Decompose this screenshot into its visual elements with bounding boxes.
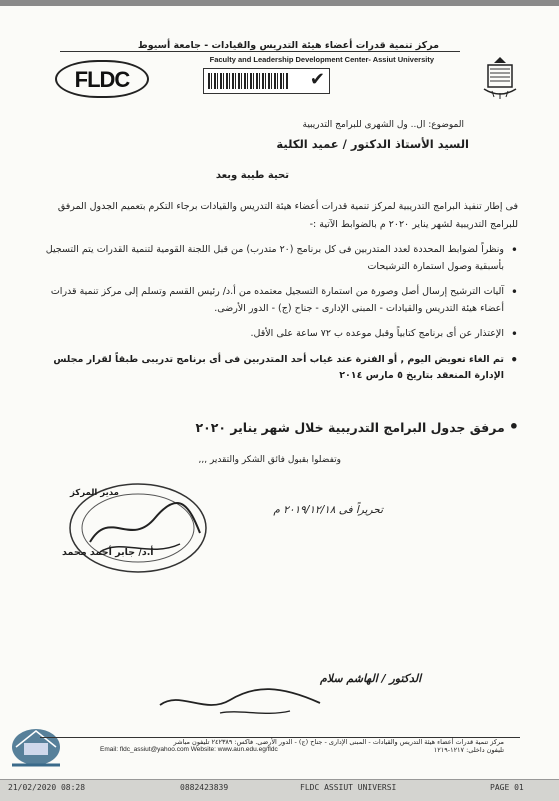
footer-address: مركز تنمية قدرات أعضاء هيئة التدريس والقيادات - المبنى الإدارى - جناح (ج) - الدور الأرضى. فاكس: ٢٤٢٣٨٩ تليفون مباشر xyxy=(173,738,504,746)
checkmark-icon: ✔ xyxy=(309,69,325,90)
university-emblem-icon xyxy=(480,55,520,100)
fldc-logo xyxy=(55,60,149,98)
handwritten-note: الدكتور / الهاشم سلام xyxy=(320,672,422,685)
handwritten-signature xyxy=(150,665,330,725)
certification-badge xyxy=(203,68,330,94)
attachment-note xyxy=(195,417,519,436)
handwritten-date: تحريراً فى ٢٠١٩/١٢/١٨ م xyxy=(273,504,383,516)
conditions-list xyxy=(40,242,518,394)
footer-phone: تليفون داخلى: ١٢١٧-١٢١٩ xyxy=(433,746,504,754)
list-item: • ونظراً لضوابط المحددة لعدد المتدربين فى كل برنامج (٢٠ متدرب) من قبل اللجنة القومية لتنمية القدرات يتم التسجيل بأسبقية وصول استمارة الترشيحات xyxy=(40,242,518,275)
letter-greeting: تحية طيبة وبعد xyxy=(215,170,289,181)
fldc-logo-text: FLDC xyxy=(74,67,130,92)
list-item: • الإعتذار عن أى برنامج كتابياً وقبل موعده ب ٧٢ ساعة على الأقل. xyxy=(40,326,518,343)
fax-timestamp: 21/02/2020 08:28 xyxy=(8,783,86,792)
signer-name: أ.د/ جابر أحمد محمد xyxy=(62,547,154,558)
fax-sender: FLDC ASSIUT UNIVERSI xyxy=(300,783,397,792)
barcode-icon xyxy=(208,73,288,89)
letter-addressee: السيد الأستاذ الدكتور / عميد الكلية xyxy=(276,137,469,151)
footer-contact: Email: fldc_assiut@yahoo.com Website: www.aun.edu.eg/fldc xyxy=(100,746,278,753)
list-item: • آليات الترشيح إرسال أصل وصورة من استمارة التسجيل معتمده من أ.د/ رئيس القسم وتسلم إلى مركز تنمية قدرات أعضاء هيئة التدريس والقيادات - المبنى الإدارى - جناح (ج) - الدور الأرضى. xyxy=(40,284,518,317)
letter-closing: وتفضلوا بقبول فائق الشكر والتقدير ,,, xyxy=(198,455,341,465)
attachment-note-text: مرفق جدول البرامج التدريبية خلال شهر يناير ٢٠٢٠ xyxy=(195,420,505,435)
letter-intro: فى إطار تنفيذ البرامج التدريبية لمركز تنمية قدرات أعضاء هيئة التدريس والقيادات برجاء التكرم بتعميم الجدول المرفق للبرامج التدريبية لشهر يناير ٢٠٢٠ م بالضوابط الآتية :- xyxy=(57,201,518,230)
letter-subject: الموضوع: ال.. ول الشهرى للبرامج التدريبية xyxy=(302,120,464,130)
fax-page: PAGE 01 xyxy=(490,783,524,792)
header-divider xyxy=(60,51,460,52)
fax-number: 0882423839 xyxy=(180,783,229,792)
list-item: • تم الغاء تعويض اليوم , أو الفترة عند غياب أحد المتدربين فى أى برنامج تدريبى طبقاً لقرار مجلس الإدارة المنعقد بتاريخ ٥ مارس ٢٠١٤ xyxy=(40,352,518,385)
bullet-icon: • xyxy=(508,417,519,436)
header-english-line: Faculty and Leadership Development Center- Assiut University xyxy=(209,55,434,64)
stamp-title: مدير المركز xyxy=(70,488,119,498)
header-arabic-line: مركز تنمية قدرات أعضاء هيئة التدريس والقيادات - جامعة أسيوط xyxy=(137,40,439,51)
fax-top-edge xyxy=(0,0,559,6)
center-footer-logo-icon xyxy=(8,725,64,775)
